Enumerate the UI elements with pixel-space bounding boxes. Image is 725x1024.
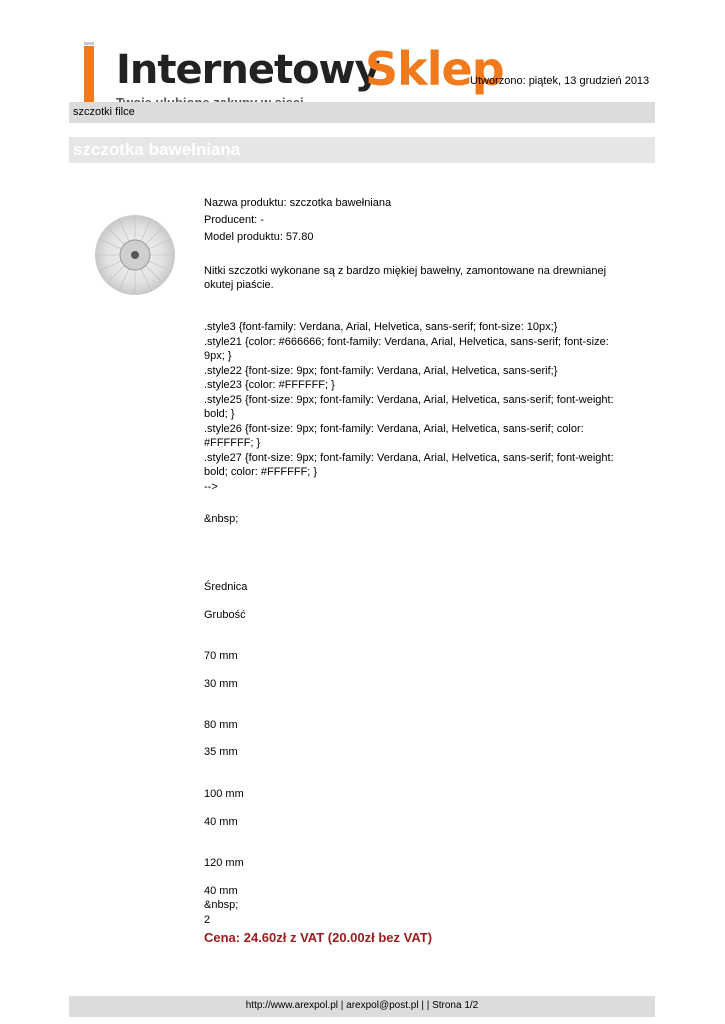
nbsp-text: &nbsp; [204,899,239,911]
logo-tagline [116,90,304,102]
size-thickness: 30 mm [204,678,238,690]
logo-bar-cap [84,42,94,45]
css-line: .style22 {font-size: 9px; font-family: Verdana, Arial, Helvetica, sans-serif;} [204,364,558,377]
size-thickness: 40 mm [204,885,238,897]
description-line: okutej piaście. [204,279,274,291]
css-line: bold; } [204,408,235,420]
price-line: Cena: 24.60zł z VAT (20.00zł bez VAT) [204,930,433,945]
size-diameter: 120 mm [204,857,244,869]
logo-word-internetowy: Internetowy [116,47,380,93]
logo-word-sklep: Sklep [365,42,504,96]
created-date: Utworzono: piątek, 13 grudzień 2013 [470,75,650,87]
size-thickness: 40 mm [204,816,238,828]
css-line: .style3 {font-family: Verdana, Arial, Helvetica, sans-serif; font-size: 10px;} [204,321,558,333]
css-line: .style26 {font-size: 9px; font-family: Verdana, Arial, Helvetica, sans-serif; color: [204,422,584,435]
footer-text: http://www.arexpol.pl | arexpol@post.pl | | Strona 1/2 [245,1000,479,1011]
nbsp-text: &nbsp; [204,513,239,525]
product-image [94,214,176,296]
css-line: .style21 {color: #666666; font-family: Verdana, Arial, Helvetica, sans-serif; font-size: [204,335,609,348]
thickness-header: Grubość [204,609,246,621]
css-line: --> [204,480,218,493]
css-line: .style25 {font-size: 9px; font-family: Verdana, Arial, Helvetica, sans-serif; font-weight: [204,393,614,406]
producer-line: Producent: - [204,214,264,226]
raw-css-block [204,320,624,494]
model-line: Model produktu: 57.80 [204,231,314,243]
css-line: #FFFFFF; } [204,437,261,449]
size-thickness: 35 mm [204,746,238,758]
category-label[interactable]: szczotki filce [73,106,135,118]
css-line: bold; color: #FFFFFF; } [204,466,318,478]
footer-bar [69,996,655,1017]
css-line: .style27 {font-size: 9px; font-family: Verdana, Arial, Helvetica, sans-serif; font-weight: [204,451,614,464]
product-title: szczotka bawełniana [73,140,241,159]
size-diameter: 80 mm [204,719,238,731]
css-line: 9px; } [204,350,232,362]
category-bar [69,102,655,123]
size-diameter: 100 mm [204,788,244,800]
diameter-header: Średnica [204,581,248,593]
product-name-line: Nazwa produktu: szczotka bawełniana [204,197,392,209]
css-line: .style23 {color: #FFFFFF; } [204,379,335,391]
size-diameter: 70 mm [204,650,238,662]
description-line: Nitki szczotki wykonane są z bardzo miękiej bawełny, zamontowane na drewnianej [204,265,607,277]
stray-number: 2 [204,914,211,926]
title-bar [69,137,655,163]
logo-bar [84,46,94,104]
store-logo [80,42,504,104]
